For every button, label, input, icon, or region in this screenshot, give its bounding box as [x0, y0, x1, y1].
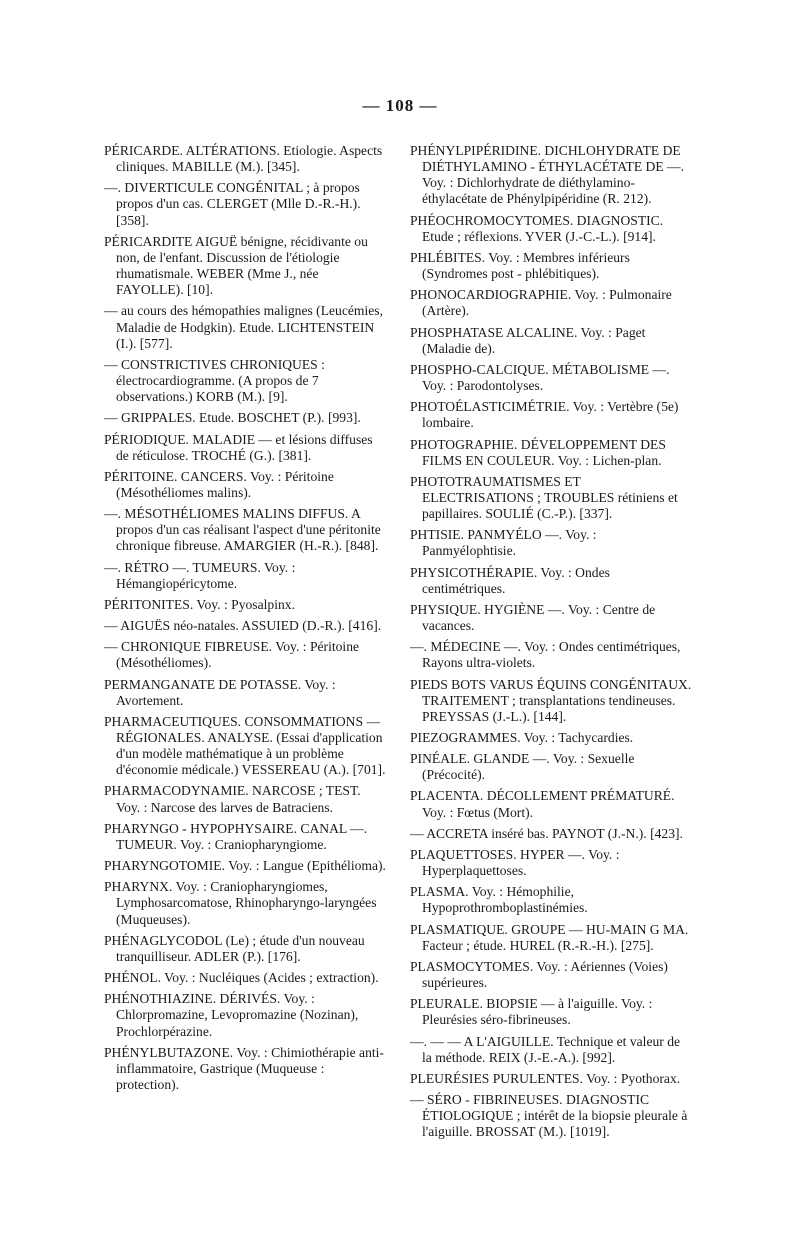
index-entry: PÉRIODIQUE. MALADIE — et lésions diffuses de réticulose. TROCHÉ (G.). [381]. — [104, 431, 373, 463]
index-entry: PLEURÉSIES PURULENTES. Voy. : Pyothorax. — [410, 1070, 681, 1086]
index-entry: PHARYNGO - HYPOPHYSAIRE. CANAL —. TUMEUR. Voy. : Craniopharyngiome. — [104, 820, 368, 852]
index-entry: —. MÉSOTHÉLIOMES MALINS DIFFUS. A propos d'un cas réalisant l'aspect d'une péritonite chronique fibreuse. AMARGIER (H.-R.). [848]. — [104, 506, 381, 554]
index-entry: —. MÉDECINE —. Voy. : Ondes centimétriques, Rayons ultra-violets. — [410, 639, 681, 671]
index-entry: PIEZOGRAMMES. Voy. : Tachycardies. — [410, 730, 634, 745]
index-entry: —. DIVERTICULE CONGÉNITAL ; à propos propos d'un cas. CLERGET (Mlle D.-R.-H.). [358]. — [104, 180, 361, 228]
index-entry: —. RÉTRO —. TUMEURS. Voy. : Hémangiopéricytome. — [104, 559, 296, 591]
index-entry: PHOTOTRAUMATISMES ET ELECTRISATIONS ; TROUBLES rétiniens et papillaires. SOULIÉ (C.-P.). [337]. — [410, 473, 678, 522]
index-entry: PÉRITONITES. Voy. : Pyosalpinx. — [104, 596, 295, 612]
page-number: — 108 — — [362, 96, 438, 115]
index-entry: PHYSICOTHÉRAPIE. Voy. : Ondes centimétriques. — [410, 564, 610, 596]
index-entry: — GRIPPALES. Etude. BOSCHET (P.). [993]. — [104, 410, 361, 426]
index-entry: PHYSIQUE. HYGIÈNE —. Voy. : Centre de vacances. — [410, 601, 656, 634]
index-entry: PHARMACODYNAMIE. NARCOSE ; TEST. Voy. : Narcose des larves de Batraciens. — [104, 783, 361, 815]
index-entry: PHLÉBITES. Voy. : Membres inférieurs (Syndromes post - phlébitiques). — [410, 249, 630, 282]
index-entry: — au cours des hémopathies malignes (Leucémies, Maladie de Hodgkin). Etude. LICHTENSTEIN (I.). [577]. — [104, 303, 383, 351]
index-entry: PÉRICARDE. ALTÉRATIONS. Etiologie. Aspects cliniques. MABILLE (M.). [345]. — [104, 143, 383, 175]
index-entry: PHOSPHATASE ALCALINE. Voy. : Paget (Maladie de). — [410, 324, 646, 356]
index-entry: PHOTOGRAPHIE. DÉVELOPPEMENT DES FILMS EN COULEUR. Voy. : Lichen-plan. — [410, 436, 666, 468]
index-entry: PHÉNOTHIAZINE. DÉRIVÉS. Voy. : Chlorpromazine, Levopromazine (Nozinan), Prochlorpérazine. — [104, 991, 359, 1039]
index-entry: PHARMACEUTIQUES. CONSOMMATIONS — RÉGIONALES. ANALYSE. (Essai d'application d'un modèle mathématique à un problème d'économie médicale.) VESSEREAU (A.). [701]. — [104, 713, 386, 778]
index-entry: — CHRONIQUE FIBREUSE. Voy. : Péritoine (Mésothéliomes). — [104, 639, 360, 671]
index-entry: PHÉNAGLYCODOL (Le) ; étude d'un nouveau tranquilliseur. ADLER (P.). [176]. — [104, 932, 365, 964]
index-entry: PIEDS BOTS VARUS ÉQUINS CONGÉNITAUX. TRAITEMENT ; transplantations tendineuses. PREYSSAS (J.-L.). [144]. — [410, 676, 692, 724]
index-entry: — CONSTRICTIVES CHRONIQUES : électrocardiogramme. (A propos de 7 observations.) KORB (M.). [9]. — [104, 356, 325, 405]
index-entry: — SÉRO - FIBRINEUSES. DIAGNOSTIC ÉTIOLOGIQUE ; intérêt de la biopsie pleurale à l'aiguille. BROSSAT (M.). [1019]. — [410, 1091, 688, 1140]
index-entry: PHONOCARDIOGRAPHIE. Voy. : Pulmonaire (Artère). — [410, 287, 672, 319]
index-entry: PÉRITOINE. CANCERS. Voy. : Péritoine (Mésothéliomes malins). — [104, 468, 334, 500]
index-entry: PLASMA. Voy. : Hémophilie, Hypoprothromboplastinémies. — [410, 884, 588, 916]
index-column-right — [410, 143, 692, 1145]
index-entry: PHARYNX. Voy. : Craniopharyngiomes, Lymphosarcomatose, Rhinopharyngo-laryngées (Muqueuses). — [104, 879, 377, 927]
index-entry: PHÉNOL. Voy. : Nucléiques (Acides ; extraction). — [104, 970, 379, 986]
index-entry: PLACENTA. DÉCOLLEMENT PRÉMATURÉ. Voy. : Fœtus (Mort). — [410, 788, 675, 820]
index-entry: PLASMOCYTOMES. Voy. : Aériennes (Voies) supérieures. — [410, 958, 668, 991]
index-entry: — ACCRETA inséré bas. PAYNOT (J.-N.). [423]. — [410, 825, 683, 841]
index-entry: PLEURALE. BIOPSIE — à l'aiguille. Voy. : Pleurésies séro-fibrineuses. — [410, 996, 653, 1028]
index-entry: PHÉNYLBUTAZONE. Voy. : Chimiothérapie anti-inflammatoire, Gastrique (Muqueuse : protection). — [104, 1044, 384, 1092]
index-entry: PÉRICARDITE AIGUË bénigne, récidivante ou non, de l'enfant. Discussion de l'étiologie rhumatismale. WEBER (Mme J., née FAYOLLE). [10]. — [104, 233, 368, 298]
index-entry: —. — — A L'AIGUILLE. Technique et valeur de la méthode. REIX (J.-E.-A.). [992]. — [410, 1033, 681, 1065]
index-entry: PERMANGANATE DE POTASSE. Voy. : Avortement. — [104, 676, 336, 708]
index-entry: PLASMATIQUE. GROUPE — HU-MAIN G MA. Facteur ; étude. HUREL (R.-R.-H.). [275]. — [410, 921, 689, 953]
index-column-left — [104, 143, 386, 1098]
index-entry: PHÉOCHROMOCYTOMES. DIAGNOSTIC. Etude ; réflexions. YVER (J.-C.-L.). [914]. — [410, 212, 664, 244]
index-entry: PINÉALE. GLANDE —. Voy. : Sexuelle (Précocité). — [410, 751, 635, 783]
index-entry: PHTISIE. PANMYÉLO —. Voy. : Panmyélophtisie. — [410, 527, 597, 559]
index-entry: PLAQUETTOSES. HYPER —. Voy. : Hyperplaquettoses. — [410, 846, 620, 879]
index-entry: PHARYNGOTOMIE. Voy. : Langue (Epithélioma). — [104, 858, 386, 874]
index-entry: PHÉNYLPIPÉRIDINE. DICHLOHYDRATE DE DIÉTHYLAMINO - ÉTHYLACÉTATE DE —. Voy. : Dichlorhydrate de diéthylamino-éthylacétate de Phénylpipéridine (R. 212). — [410, 143, 685, 207]
index-entry: PHOSPHO-CALCIQUE. MÉTABOLISME —. Voy. : Parodontolyses. — [410, 361, 670, 394]
index-entry: — AIGUËS néo-natales. ASSUIED (D.-R.). [416]. — [104, 618, 382, 634]
index-entry: PHOTOÉLASTICIMÉTRIE. Voy. : Vertèbre (5e) lombaire. — [410, 399, 679, 431]
